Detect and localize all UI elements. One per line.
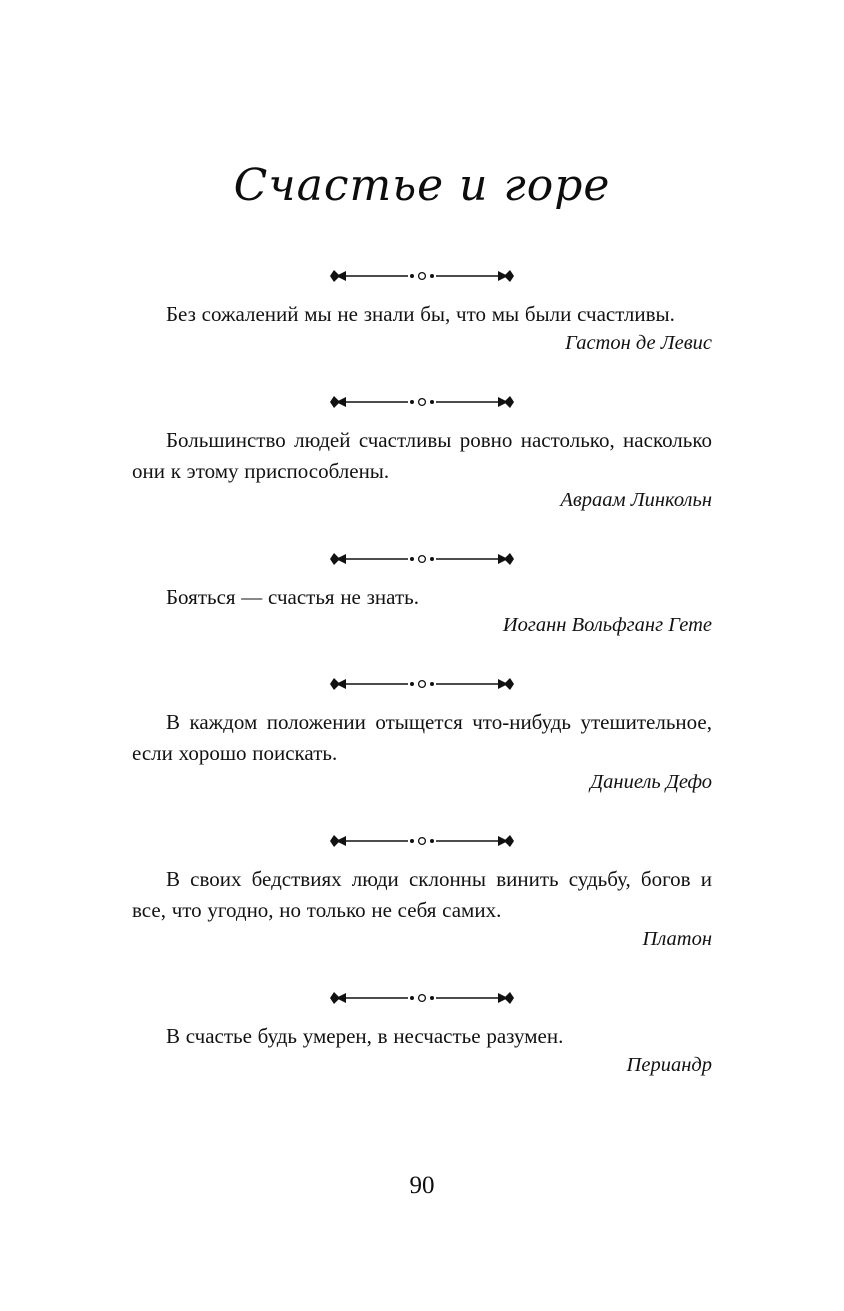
ornamental-divider-icon [132,550,712,568]
quote-text: Бояться — счастья не знать. [166,584,419,609]
ornamental-divider-icon [132,832,712,850]
quote-text: Без сожалений мы не знали бы, что мы были счастливы. [166,302,675,326]
quote-entry [132,989,712,1077]
quote-author: Платон [642,927,712,950]
quote-entry [132,267,712,355]
ornamental-divider-icon [132,393,712,411]
quote-entry [132,550,712,638]
quote-entry [132,393,712,512]
quote-author: Даниель Дефо [590,771,712,794]
ornamental-divider-icon [132,989,712,1007]
quote-text: Большинство людей счастливы ровно настолько, насколько они к этому приспособлены. [132,427,712,483]
quote-entry [132,675,712,794]
quote-author: Авраам Линкольн [560,488,712,511]
quote-entry [132,832,712,951]
quote-author: Иоганн Вольфганг Гете [502,614,712,637]
quote-author: Гастон де Левис [565,331,712,354]
ornamental-divider-icon [132,675,712,693]
quote-text: В своих бедствиях люди склонны винить судьбу, богов и все, что угодно, но только не себя самих. [132,867,712,923]
quote-text: В каждом положении отыщется что-нибудь утешительное, если хорошо поискать. [132,710,712,766]
quote-text: В счастье будь умерен, в несчастье разумен. [166,1023,564,1048]
page-title: Счастье и горе [233,160,611,211]
page-number: 90 [409,1172,435,1199]
ornamental-divider-icon [132,267,712,285]
quote-author: Периандр [626,1053,712,1076]
